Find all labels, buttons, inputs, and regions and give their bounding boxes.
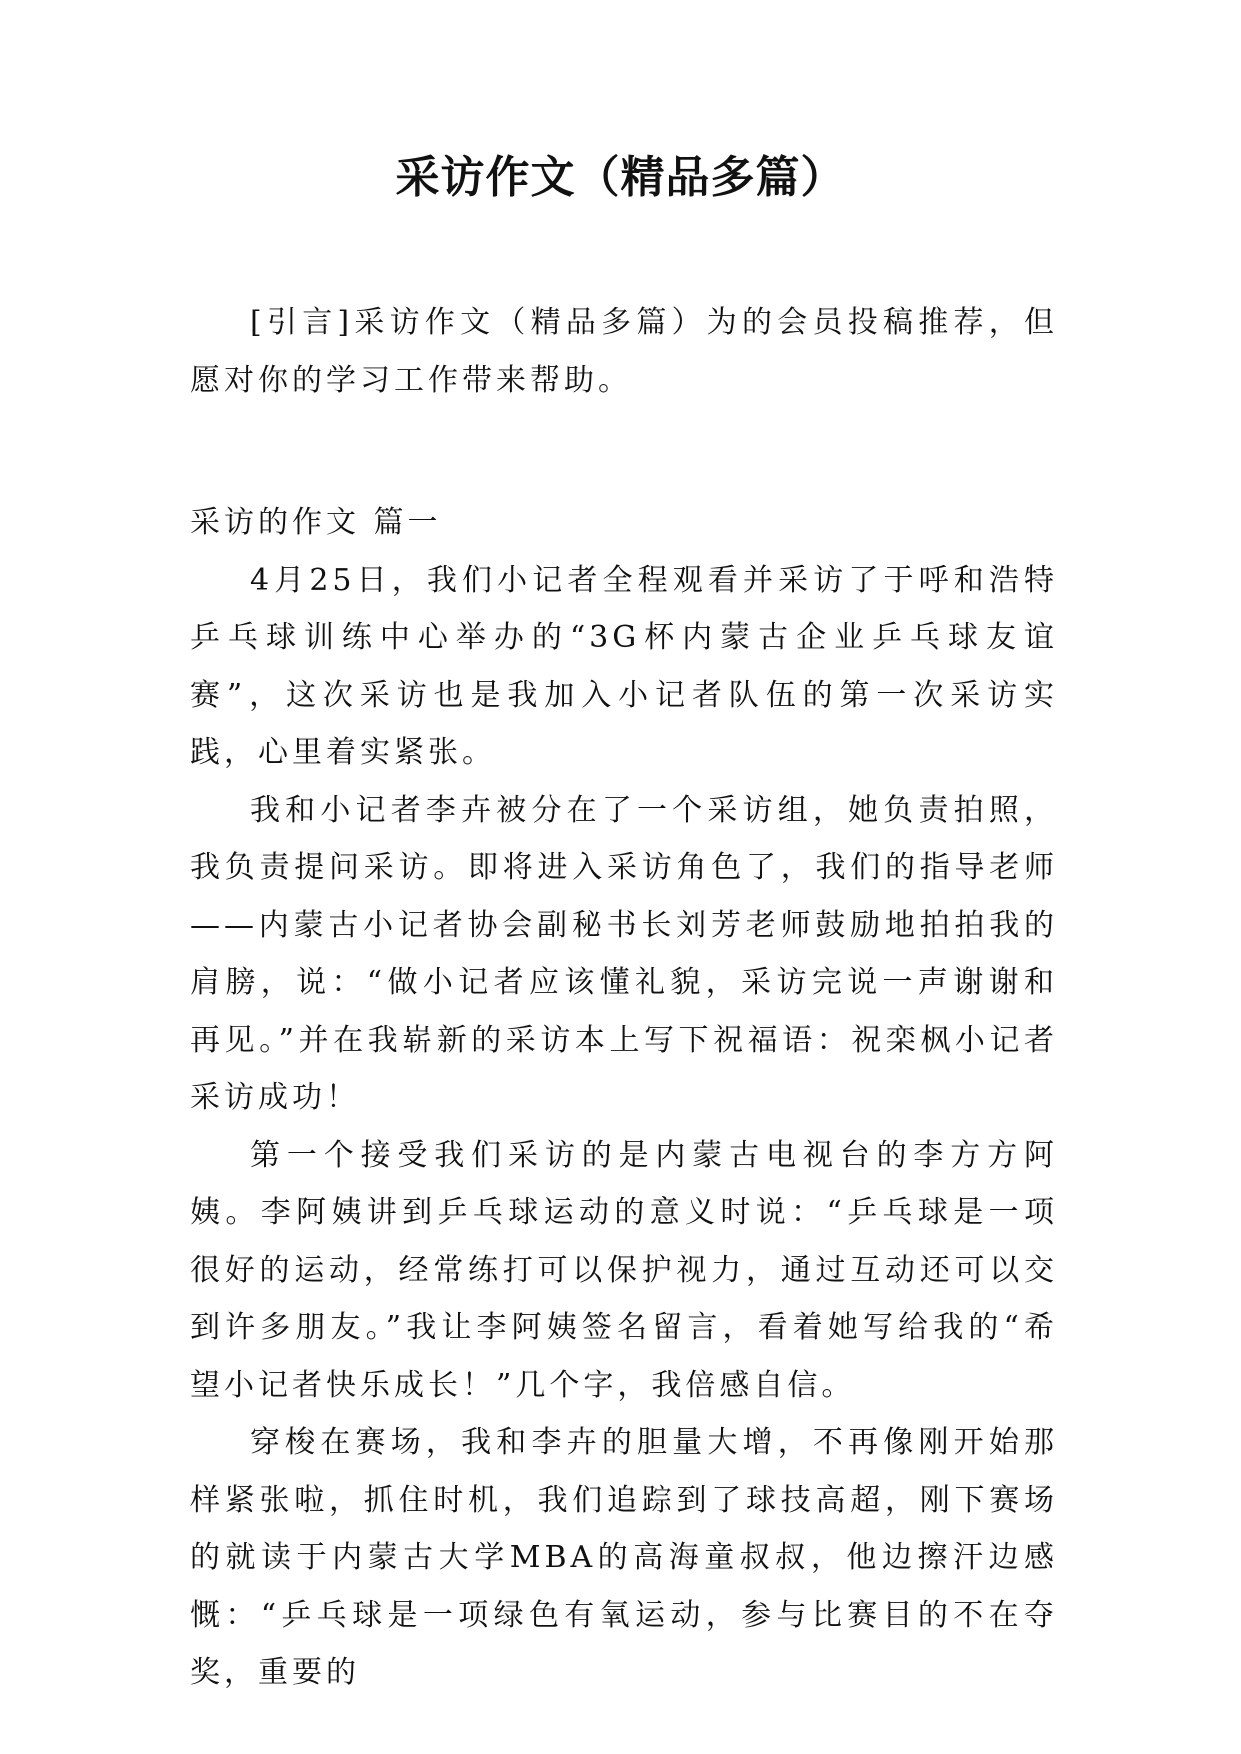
paragraph: 穿梭在赛场，我和李卉的胆量大增，不再像刚开始那样紧张啦，抓住时机，我们追踪到了球技高超，刚下赛场的就读于内蒙古大学MBA的高海童叔叔，他边擦汗边感慨：“乒乓球是一项绿色有氧运动，参与比赛目的不在夺奖，重要的 bbox=[190, 1425, 1058, 1690]
document-body bbox=[190, 294, 1058, 1702]
paragraph: 4月25日，我们小记者全程观看并采访了于呼和浩特乒乓球训练中心举办的“3G杯内蒙古企业乒乓球友谊赛”，这次采访也是我加入小记者队伍的第一次采访实践，心里着实紧张。 bbox=[190, 562, 1058, 770]
document-title: 采访作文（精品多篇） bbox=[395, 152, 846, 203]
section-heading: 采访的作文 篇一 bbox=[190, 505, 442, 540]
paragraph: 第一个接受我们采访的是内蒙古电视台的李方方阿姨。李阿姨讲到乒乓球运动的意义时说：“乒乓球是一项很好的运动，经常练打可以保护视力，通过互动还可以交到许多朋友。”我让李阿姨签名留言，看着她写给我的“希望小记者快乐成长！”几个字，我倍感自信。 bbox=[190, 1137, 1058, 1403]
intro-paragraph: [引言]采访作文（精品多篇）为的会员投稿推荐，但愿对你的学习工作带来帮助。 bbox=[190, 305, 1058, 398]
blank-line bbox=[190, 466, 1058, 494]
paragraph: 我和小记者李卉被分在了一个采访组，她负责拍照，我负责提问采访。即将进入采访角色了，我们的指导老师——内蒙古小记者协会副秘书长刘芳老师鼓励地拍拍我的肩膀，说：“做小记者应该懂礼貌，采访完说一声谢谢和再见。”并在我崭新的采访本上写下祝福语：祝栾枫小记者采访成功！ bbox=[190, 792, 1058, 1115]
blank-line bbox=[190, 409, 1058, 466]
